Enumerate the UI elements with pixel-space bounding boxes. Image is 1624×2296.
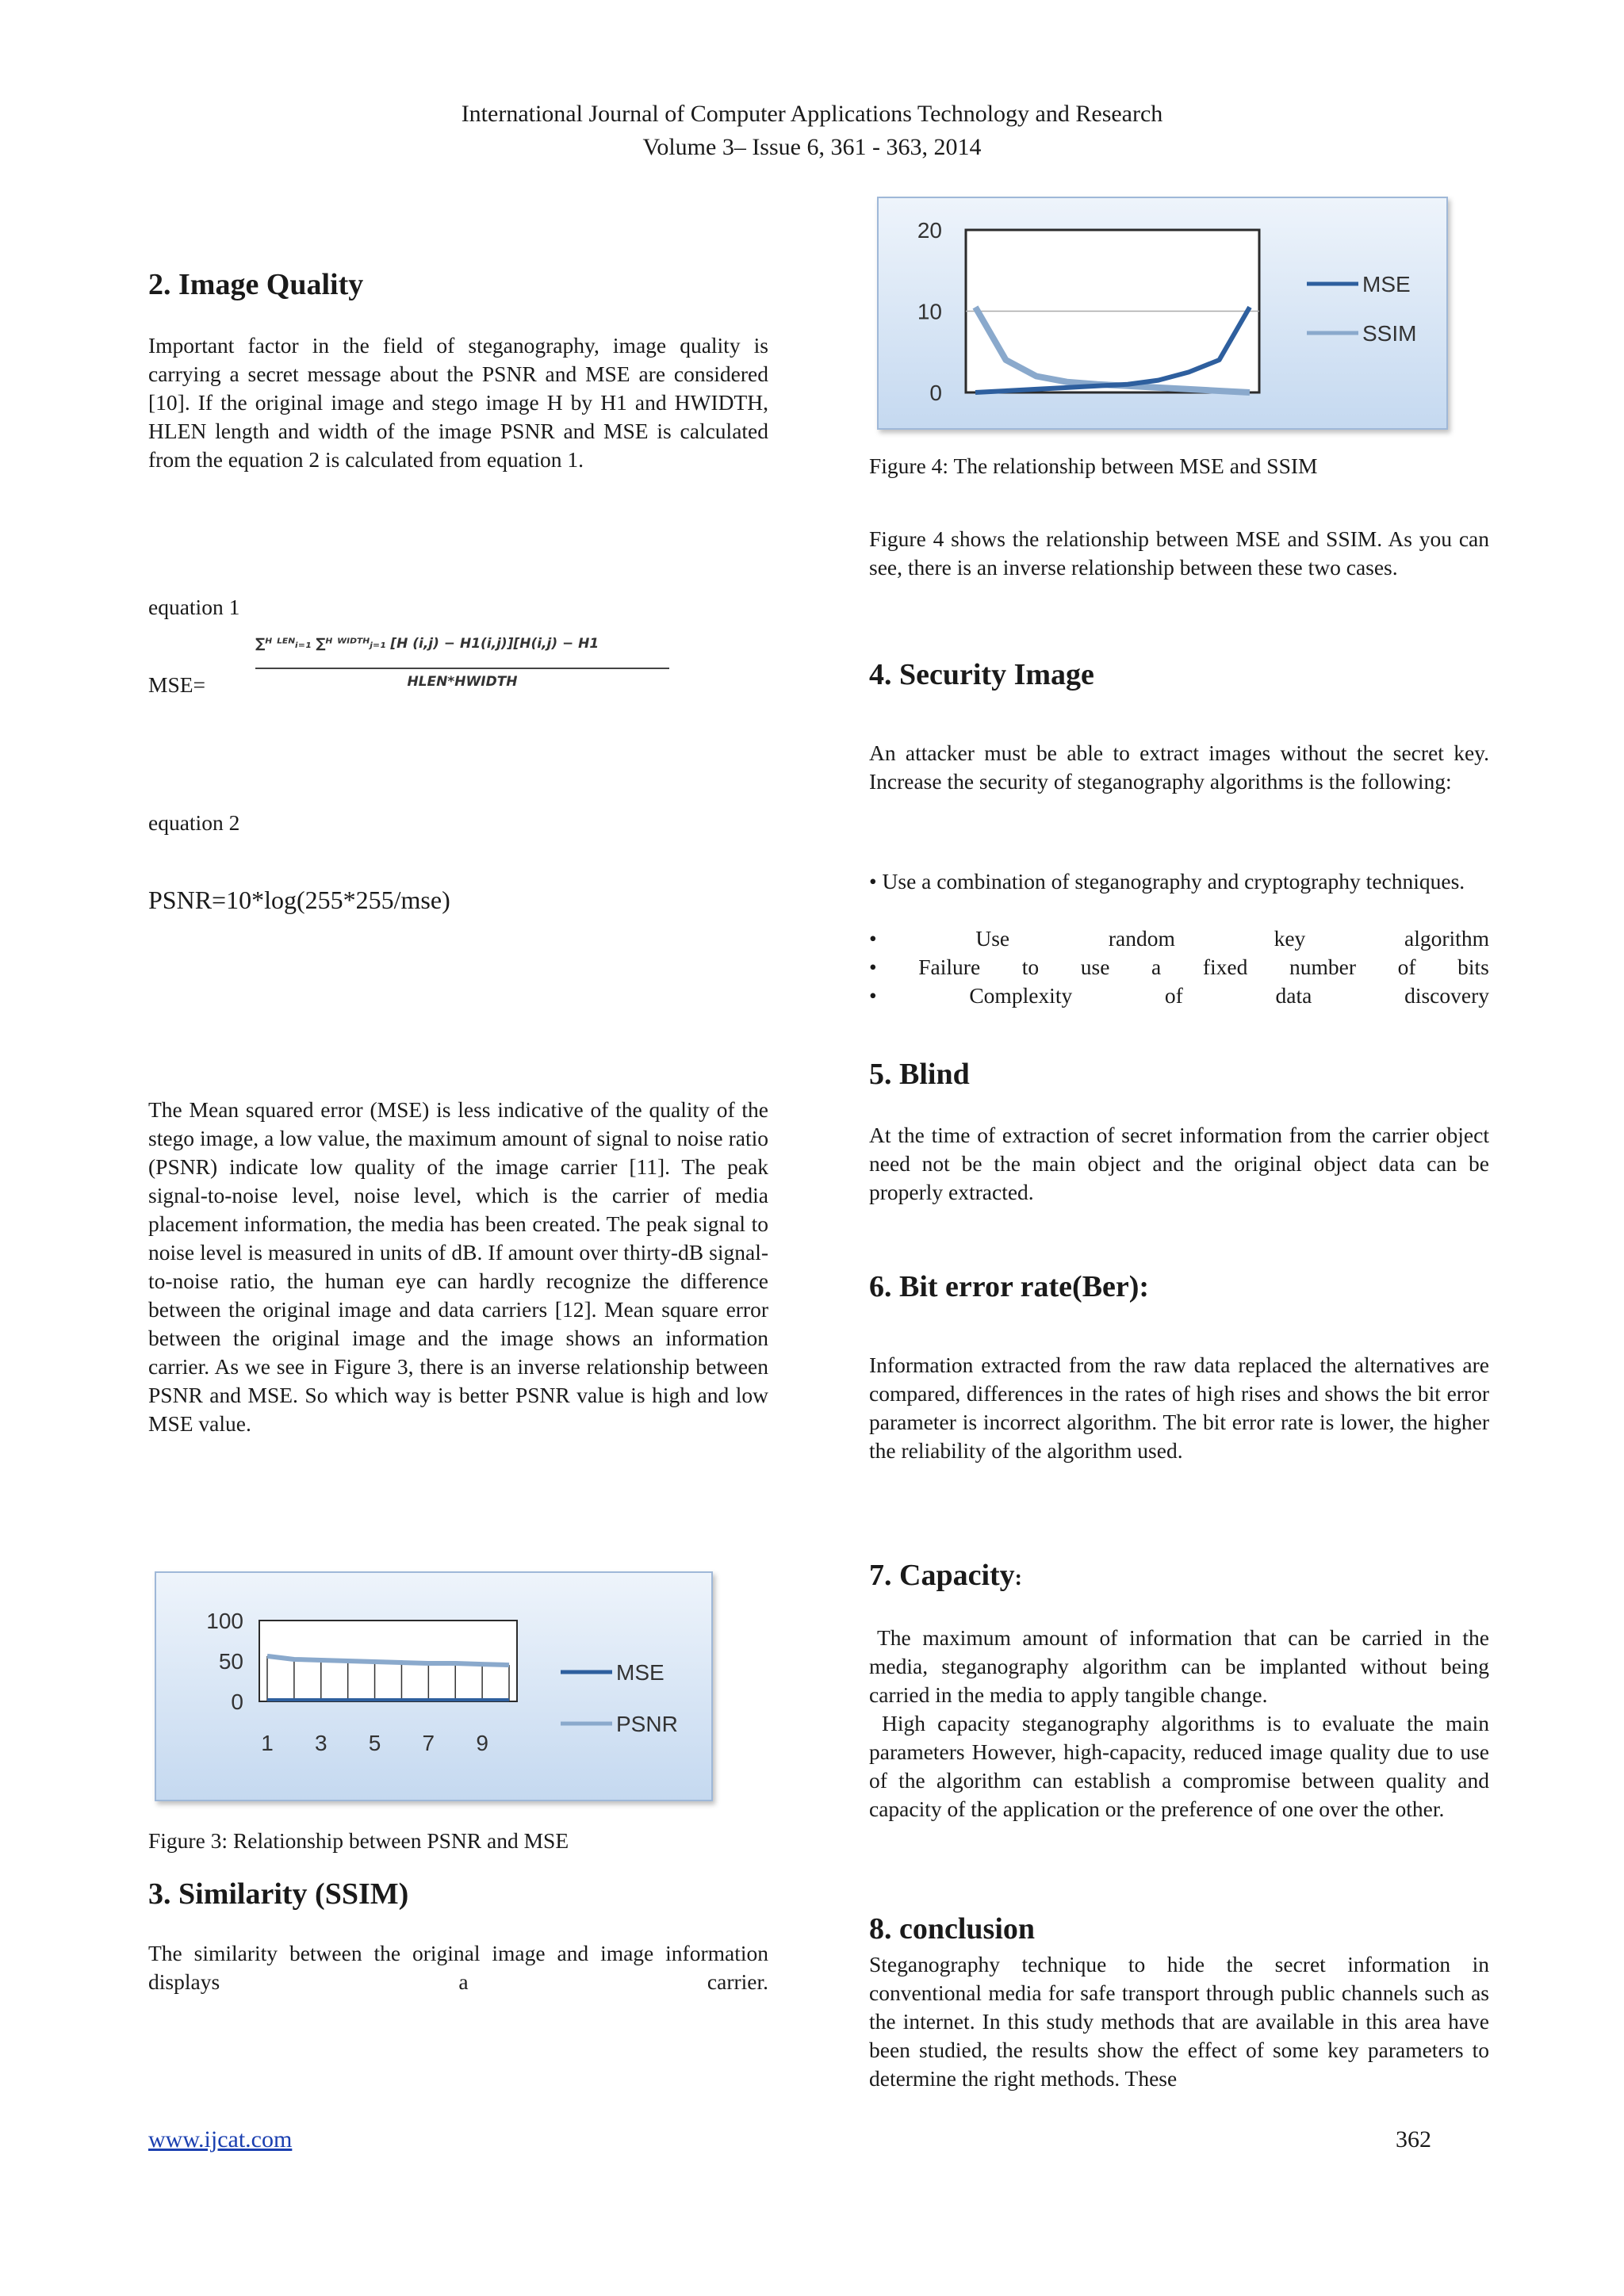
heading-colon: : (1014, 1566, 1022, 1590)
x-tick-label: 5 (368, 1731, 381, 1755)
bullet-word: discovery (1404, 983, 1489, 1008)
equation-1-denominator: HLEN*HWIDTH (407, 674, 518, 690)
figure-3-chart (155, 1571, 713, 1801)
section-capacity-heading (869, 1557, 1022, 1597)
figure-3-plot (156, 1573, 711, 1800)
section-conclusion-text: Steganography technique to hide the secret information in conventional media for safe transport through public channels such as the internet. In this study methods that are available in this area have been studied, the results show the effect of some key parameters to determine the right methods. These (869, 1952, 1489, 2091)
figure-4-chart (877, 197, 1448, 430)
figure-4-discussion-text: Figure 4 shows the relationship between MSE and SSIM. As you can see, there is an inverse relationship between these two cases. (869, 526, 1489, 580)
bullet-mark: • (869, 955, 877, 979)
legend-mse-label: MSE (616, 1660, 665, 1685)
bullet-word: fixed (1202, 955, 1248, 979)
bullet-word: Use (975, 926, 1010, 951)
bullet-word: algorithm (1404, 926, 1489, 951)
section-blind-heading: 5. Blind (869, 1058, 970, 1091)
bullet-word: number (1289, 955, 1357, 979)
figure-3-caption: Figure 3: Relationship between PSNR and MSE (148, 1828, 569, 1853)
security-bullet-3 (869, 953, 1489, 982)
equation-2-label: equation 2 (148, 810, 240, 835)
bullet-word: of (1397, 955, 1416, 979)
footer-url-link[interactable]: www.ijcat.com (148, 2126, 293, 2152)
bullet-word: of (1164, 983, 1183, 1008)
bullet-word: random (1108, 926, 1175, 951)
section-blind-text: At the time of extraction of secret information from the carrier object need not be the main object and the original object data can be properly extracted. (869, 1123, 1489, 1204)
section-security-heading: 4. Security Image (869, 658, 1094, 691)
legend-ssim-label: SSIM (1362, 321, 1417, 346)
section-capacity-text-1: The maximum amount of information that can be carried in the media, steganography algorithm can be implanted without being carried in the media to apply tangible change. (869, 1625, 1489, 1707)
section-ber-heading: 6. Bit error rate(Ber): (869, 1270, 1150, 1303)
y-tick-label: 0 (929, 381, 942, 405)
section-conclusion-heading: 8. conclusion (869, 1912, 1036, 1946)
y-tick-label: 10 (917, 299, 942, 324)
section-image-quality-heading: 2. Image Quality (148, 268, 364, 301)
section-similarity-heading: 3. Similarity (SSIM) (148, 1877, 409, 1911)
bullet-word: a (1151, 955, 1162, 979)
figure-4-plot (879, 198, 1446, 428)
bullet-word: use (1080, 955, 1110, 979)
security-bullet-2 (869, 924, 1489, 953)
page-number: 362 (1396, 2126, 1431, 2152)
equation-1-label: equation 1 (148, 595, 240, 619)
equation-1-lhs: MSE= (148, 672, 206, 697)
mse-discussion-text: The Mean squared error (MSE) is less indicative of the quality of the stego image, a low value, the maximum amount of signal to noise ratio (PSNR) indicate low quality of the image carrier [11]. The peak signal-to-noise level, noise level, which is the carrier of media placement information, the media has been created. The peak signal to noise level is measured in units of dB. If amount over thirty-dB signal-to-noise ratio, the human eye can hardly recognize the difference between the original image and data carriers [12]. Mean square error between the original image and the image shows an information carrier. As we see in Figure 3, there is an inverse relationship between PSNR and MSE. So which way is better PSNR value is high and low MSE value. (148, 1097, 768, 1436)
x-tick-label: 9 (476, 1731, 488, 1755)
legend-psnr-label: PSNR (616, 1712, 678, 1736)
legend-mse-label: MSE (1362, 272, 1411, 297)
y-tick-label: 20 (917, 218, 942, 243)
bullet-word: Complexity (969, 983, 1073, 1008)
y-tick-label: 100 (206, 1609, 243, 1633)
journal-title: International Journal of Computer Applications Technology and Research (461, 101, 1163, 127)
equation-1-fraction-bar (255, 668, 669, 669)
section-capacity-text-2: High capacity steganography algorithms is to evaluate the main parameters However, high-capacity, reduced image quality due to use of the algorithm can establish a compromise between quality and capacity of the application or the preference of one over the other. (869, 1711, 1489, 1821)
section-security-text: An attacker must be able to extract images without the secret key. Increase the security of steganography algorithms is the following: (869, 740, 1489, 794)
y-tick-label: 0 (231, 1689, 243, 1714)
journal-volume: Volume 3– Issue 6, 361 - 363, 2014 (642, 134, 982, 160)
figure-4-caption: Figure 4: The relationship between MSE and SSIM (869, 453, 1318, 478)
section-ber-text: Information extracted from the raw data replaced the alternatives are compared, differences in the rates of high rises and shows the bit error parameter is incorrect algorithm. The bit error rate is lower, the higher the reliability of the algorithm used. (869, 1353, 1489, 1463)
bullet-word: bits (1457, 955, 1489, 979)
bullet-word: key (1274, 926, 1306, 951)
bullet-word: Failure (918, 955, 981, 979)
section-image-quality-text: Important factor in the field of steganography, image quality is carrying a secret message about the PSNR and MSE are considered [10]. If the original image and stego image H by H1 and HWIDTH, HLEN length and width of the image PSNR and MSE is calculated from the equation 2 is calculated from equation 1. (148, 333, 768, 472)
equation-2-formula: PSNR=10*log(255*255/mse) (148, 886, 450, 914)
section-similarity-text: The similarity between the original image and image information displays a carrier. (148, 1941, 768, 1994)
bullet-mark: • (869, 983, 877, 1008)
bullet-mark: • (869, 926, 877, 951)
bullet-word: to (1021, 955, 1040, 979)
security-bullet-1: • Use a combination of steganography and cryptography techniques. (869, 869, 1465, 894)
equation-1-numerator: ∑ᴴ ᴸᴱᴺᵢ₌₁ ∑ᴴ ᵂᴵᴰᵀᴴⱼ₌₁ [H (i,j) − H1(i,j)][H(i,j) − H1 (255, 636, 599, 652)
y-tick-label: 50 (218, 1649, 243, 1674)
x-tick-label: 1 (261, 1731, 274, 1755)
heading-text: 7. Capacity (869, 1559, 1015, 1592)
x-tick-label: 7 (422, 1731, 435, 1755)
x-tick-label: 3 (314, 1731, 327, 1755)
bullet-word: data (1275, 983, 1312, 1008)
security-bullet-4 (869, 982, 1489, 1010)
